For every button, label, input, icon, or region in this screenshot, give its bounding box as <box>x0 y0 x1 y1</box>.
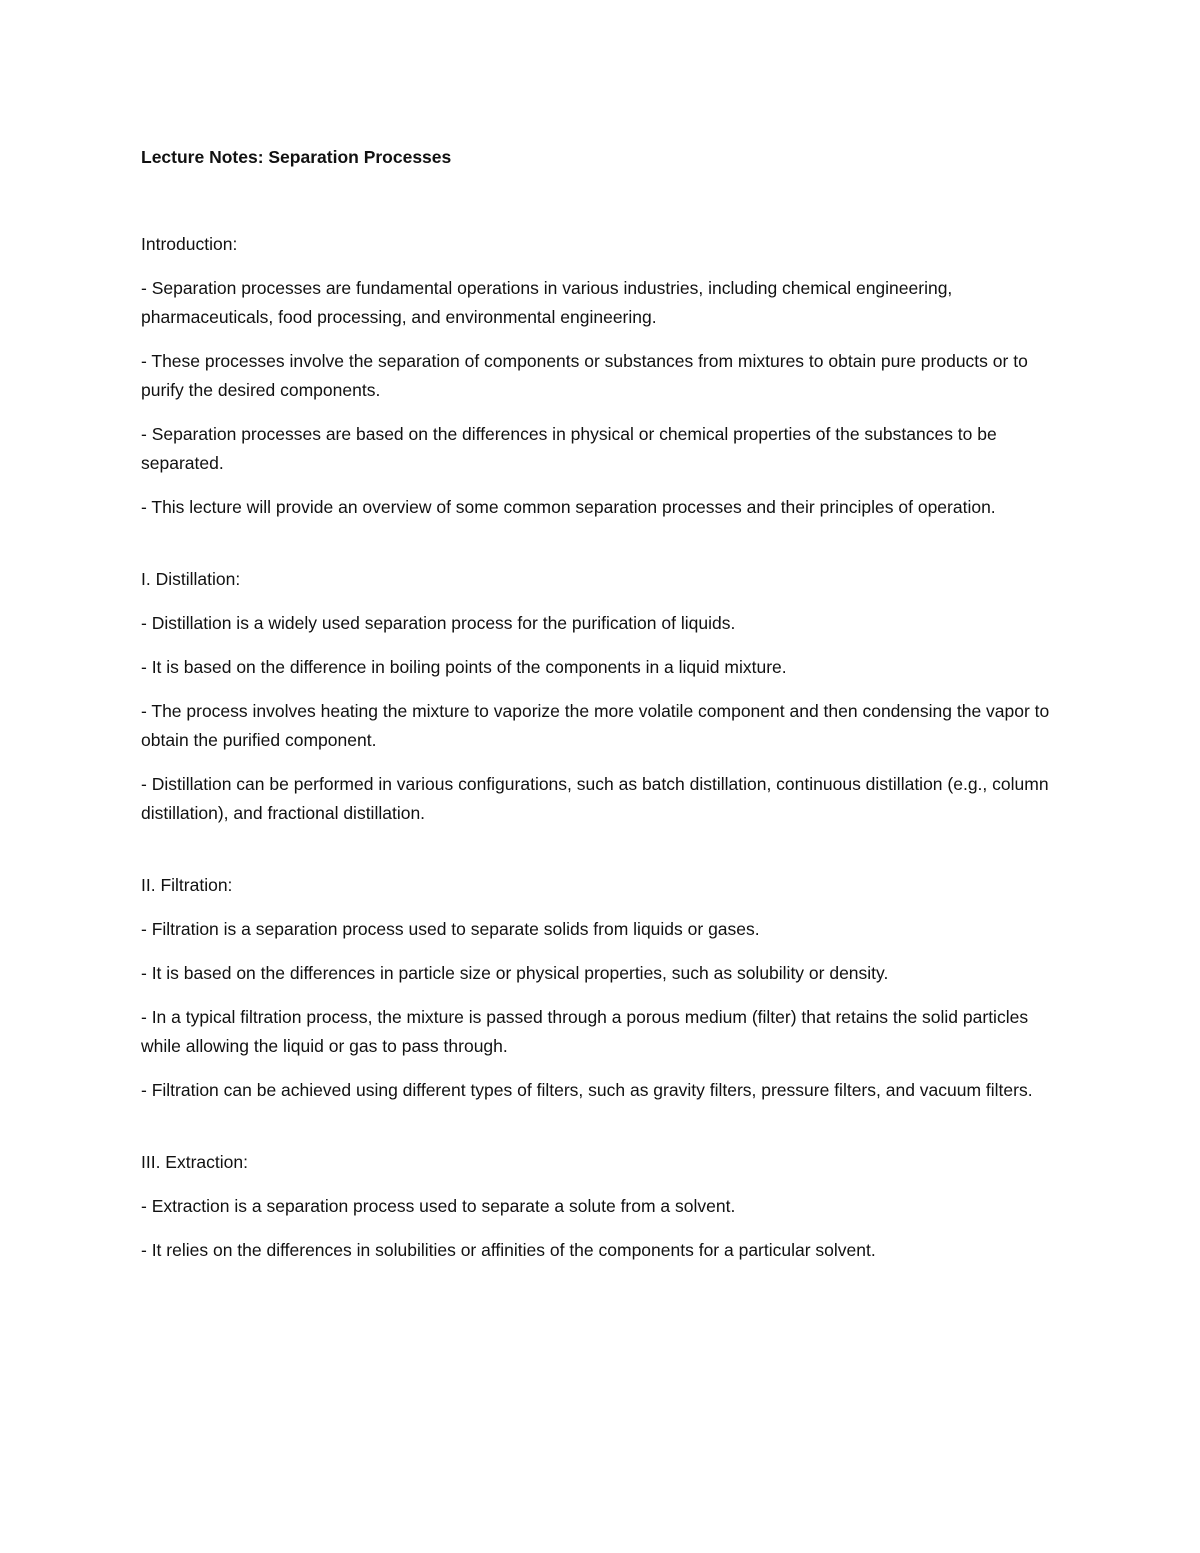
bullet-item: - In a typical filtration process, the mixture is passed through a porous medium (filter) that retains the solid particles while allowing the liquid or gas to pass through. <box>141 1007 1029 1056</box>
bullet-item: - It is based on the difference in boiling points of the components in a liquid mixture. <box>141 657 787 677</box>
document-title: Lecture Notes: Separation Processes <box>141 147 452 167</box>
bullet-item: - These processes involve the separation of components or substances from mixtures to obtain pure products or to purify the desired components. <box>141 351 1028 400</box>
bullet-item: - Distillation is a widely used separation process for the purification of liquids. <box>141 613 736 633</box>
bullet-item: - It is based on the differences in particle size or physical properties, such as solubility or density. <box>141 963 889 983</box>
bullet-item: - The process involves heating the mixture to vaporize the more volatile component and then condensing the vapor to obtain the purified component. <box>141 701 1050 750</box>
bullet-item: - Extraction is a separation process used to separate a solute from a solvent. <box>141 1196 736 1216</box>
section-heading: I. Distillation: <box>141 569 241 589</box>
section-heading: Introduction: <box>141 234 238 254</box>
section-heading: II. Filtration: <box>141 875 233 895</box>
bullet-item: - This lecture will provide an overview of some common separation processes and their principles of operation. <box>141 497 996 517</box>
bullet-item: - Filtration can be achieved using different types of filters, such as gravity filters, pressure filters, and vacuum filters. <box>141 1080 1033 1100</box>
bullet-item: - Distillation can be performed in various configurations, such as batch distillation, continuous distillation (e.g., column distillation), and fractional distillation. <box>141 774 1049 823</box>
document-body <box>141 143 1061 1280</box>
section-introduction <box>141 230 1061 522</box>
bullet-item: - Filtration is a separation process used to separate solids from liquids or gases. <box>141 919 760 939</box>
bullet-item: - It relies on the differences in solubilities or affinities of the components for a particular solvent. <box>141 1240 876 1260</box>
section-distillation <box>141 565 1061 828</box>
bullet-item: - Separation processes are fundamental operations in various industries, including chemical engineering, pharmaceuticals, food processing, and environmental engineering. <box>141 278 953 327</box>
section-extraction <box>141 1148 1061 1265</box>
section-filtration <box>141 871 1061 1105</box>
section-heading: III. Extraction: <box>141 1152 248 1172</box>
bullet-item: - Separation processes are based on the differences in physical or chemical properties of the substances to be separated. <box>141 424 997 473</box>
